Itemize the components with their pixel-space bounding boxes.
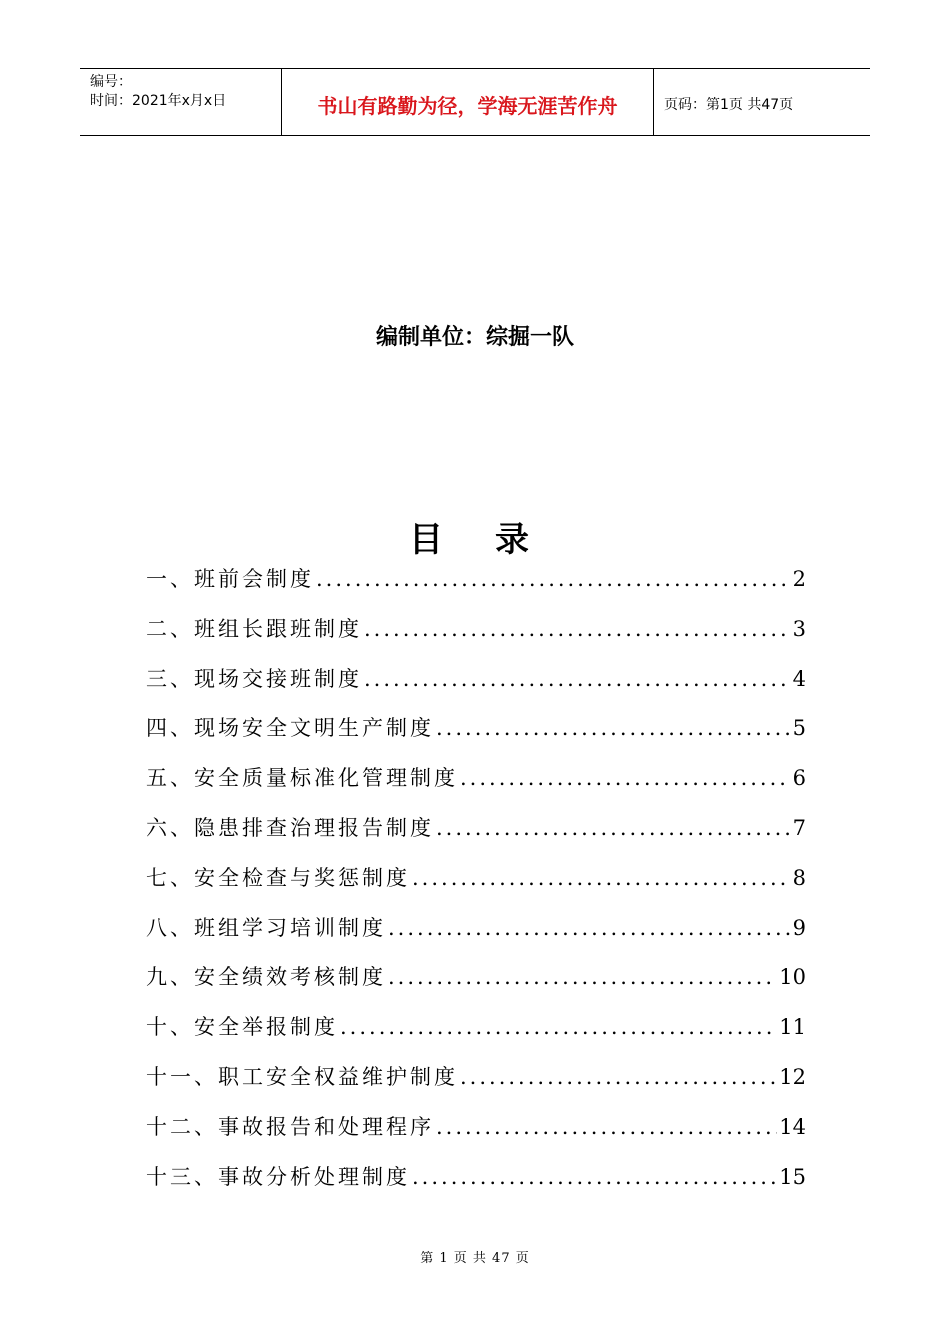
toc-entry[interactable] (146, 563, 806, 613)
toc-entry-title: 六、隐患排查治理报告制度 (146, 815, 434, 840)
toc-entry-title: 五、安全质量标准化管理制度 (146, 766, 458, 791)
header-motto: 书山有路勤为径，学海无涯苦作舟 (282, 69, 654, 135)
toc-entry-title: 十三、事故分析处理制度 (146, 1164, 410, 1189)
toc-leader-dots (364, 617, 791, 641)
toc-entry-page: 3 (792, 616, 806, 641)
toc-entry-title: 七、安全检查与奖惩制度 (146, 865, 410, 890)
toc-leader-dots (460, 1065, 777, 1089)
toc-entry-page: 10 (779, 965, 806, 990)
toc-entry-title: 十二、事故报告和处理程序 (146, 1114, 434, 1139)
toc-entry-page: 11 (779, 1015, 806, 1040)
toc-entry-page: 5 (792, 716, 806, 741)
toc-entry[interactable] (146, 912, 806, 962)
toc-leader-dots (436, 716, 791, 740)
toc-entry[interactable] (146, 663, 806, 713)
toc-entry-page: 8 (792, 865, 806, 890)
toc-entry[interactable] (146, 712, 806, 762)
time-label: 时间：2021年x月x日 (90, 93, 227, 109)
number-label: 编号： (90, 74, 132, 90)
toc-entry-page: 2 (792, 567, 806, 591)
toc-entry-page: 7 (792, 815, 806, 840)
toc-entry-title: 三、现场交接班制度 (146, 666, 362, 691)
toc-entry[interactable] (146, 613, 806, 663)
toc-leader-dots (340, 1015, 777, 1039)
toc-leader-dots (460, 766, 791, 790)
toc-leader-dots (412, 866, 791, 890)
page-footer: 第 1 页 共 47 页 (420, 1251, 530, 1266)
toc-leader-dots (436, 816, 791, 840)
toc-entry-title: 九、安全绩效考核制度 (146, 965, 386, 990)
toc-leader-dots (316, 567, 791, 591)
toc-entry-title: 一、班前会制度 (146, 567, 314, 591)
toc-entry[interactable] (146, 1011, 806, 1061)
toc-leader-dots (436, 1115, 777, 1139)
toc-entry-page: 12 (779, 1064, 806, 1089)
toc-entry-page: 6 (792, 766, 806, 791)
toc-leader-dots (412, 1165, 777, 1189)
header-page-info: 页码：第1页 共47页 (664, 97, 794, 113)
toc-entry-page: 9 (792, 915, 806, 940)
table-of-contents (146, 563, 806, 1210)
toc-entry[interactable] (146, 1061, 806, 1111)
toc-leader-dots (388, 965, 777, 989)
toc-entry[interactable] (146, 1161, 806, 1211)
toc-entry-title: 四、现场安全文明生产制度 (146, 716, 434, 741)
toc-entry[interactable] (146, 1111, 806, 1161)
page-header (80, 68, 870, 136)
compiling-unit: 编制单位：综掘一队 (375, 325, 574, 350)
toc-entry[interactable] (146, 862, 806, 912)
toc-entry-page: 15 (779, 1164, 806, 1189)
toc-entry[interactable] (146, 961, 806, 1011)
header-meta (80, 69, 282, 135)
toc-entry-title: 十一、职工安全权益维护制度 (146, 1064, 458, 1089)
toc-entry-page: 4 (792, 666, 806, 691)
toc-leader-dots (388, 916, 791, 940)
toc-entry[interactable] (146, 812, 806, 862)
toc-entry[interactable] (146, 762, 806, 812)
toc-entry-title: 二、班组长跟班制度 (146, 616, 362, 641)
toc-entry-title: 八、班组学习培训制度 (146, 915, 386, 940)
toc-entry-title: 十、安全举报制度 (146, 1015, 338, 1040)
toc-leader-dots (364, 667, 791, 691)
toc-entry-page: 14 (779, 1114, 806, 1139)
toc-title: 目录 (409, 520, 581, 560)
